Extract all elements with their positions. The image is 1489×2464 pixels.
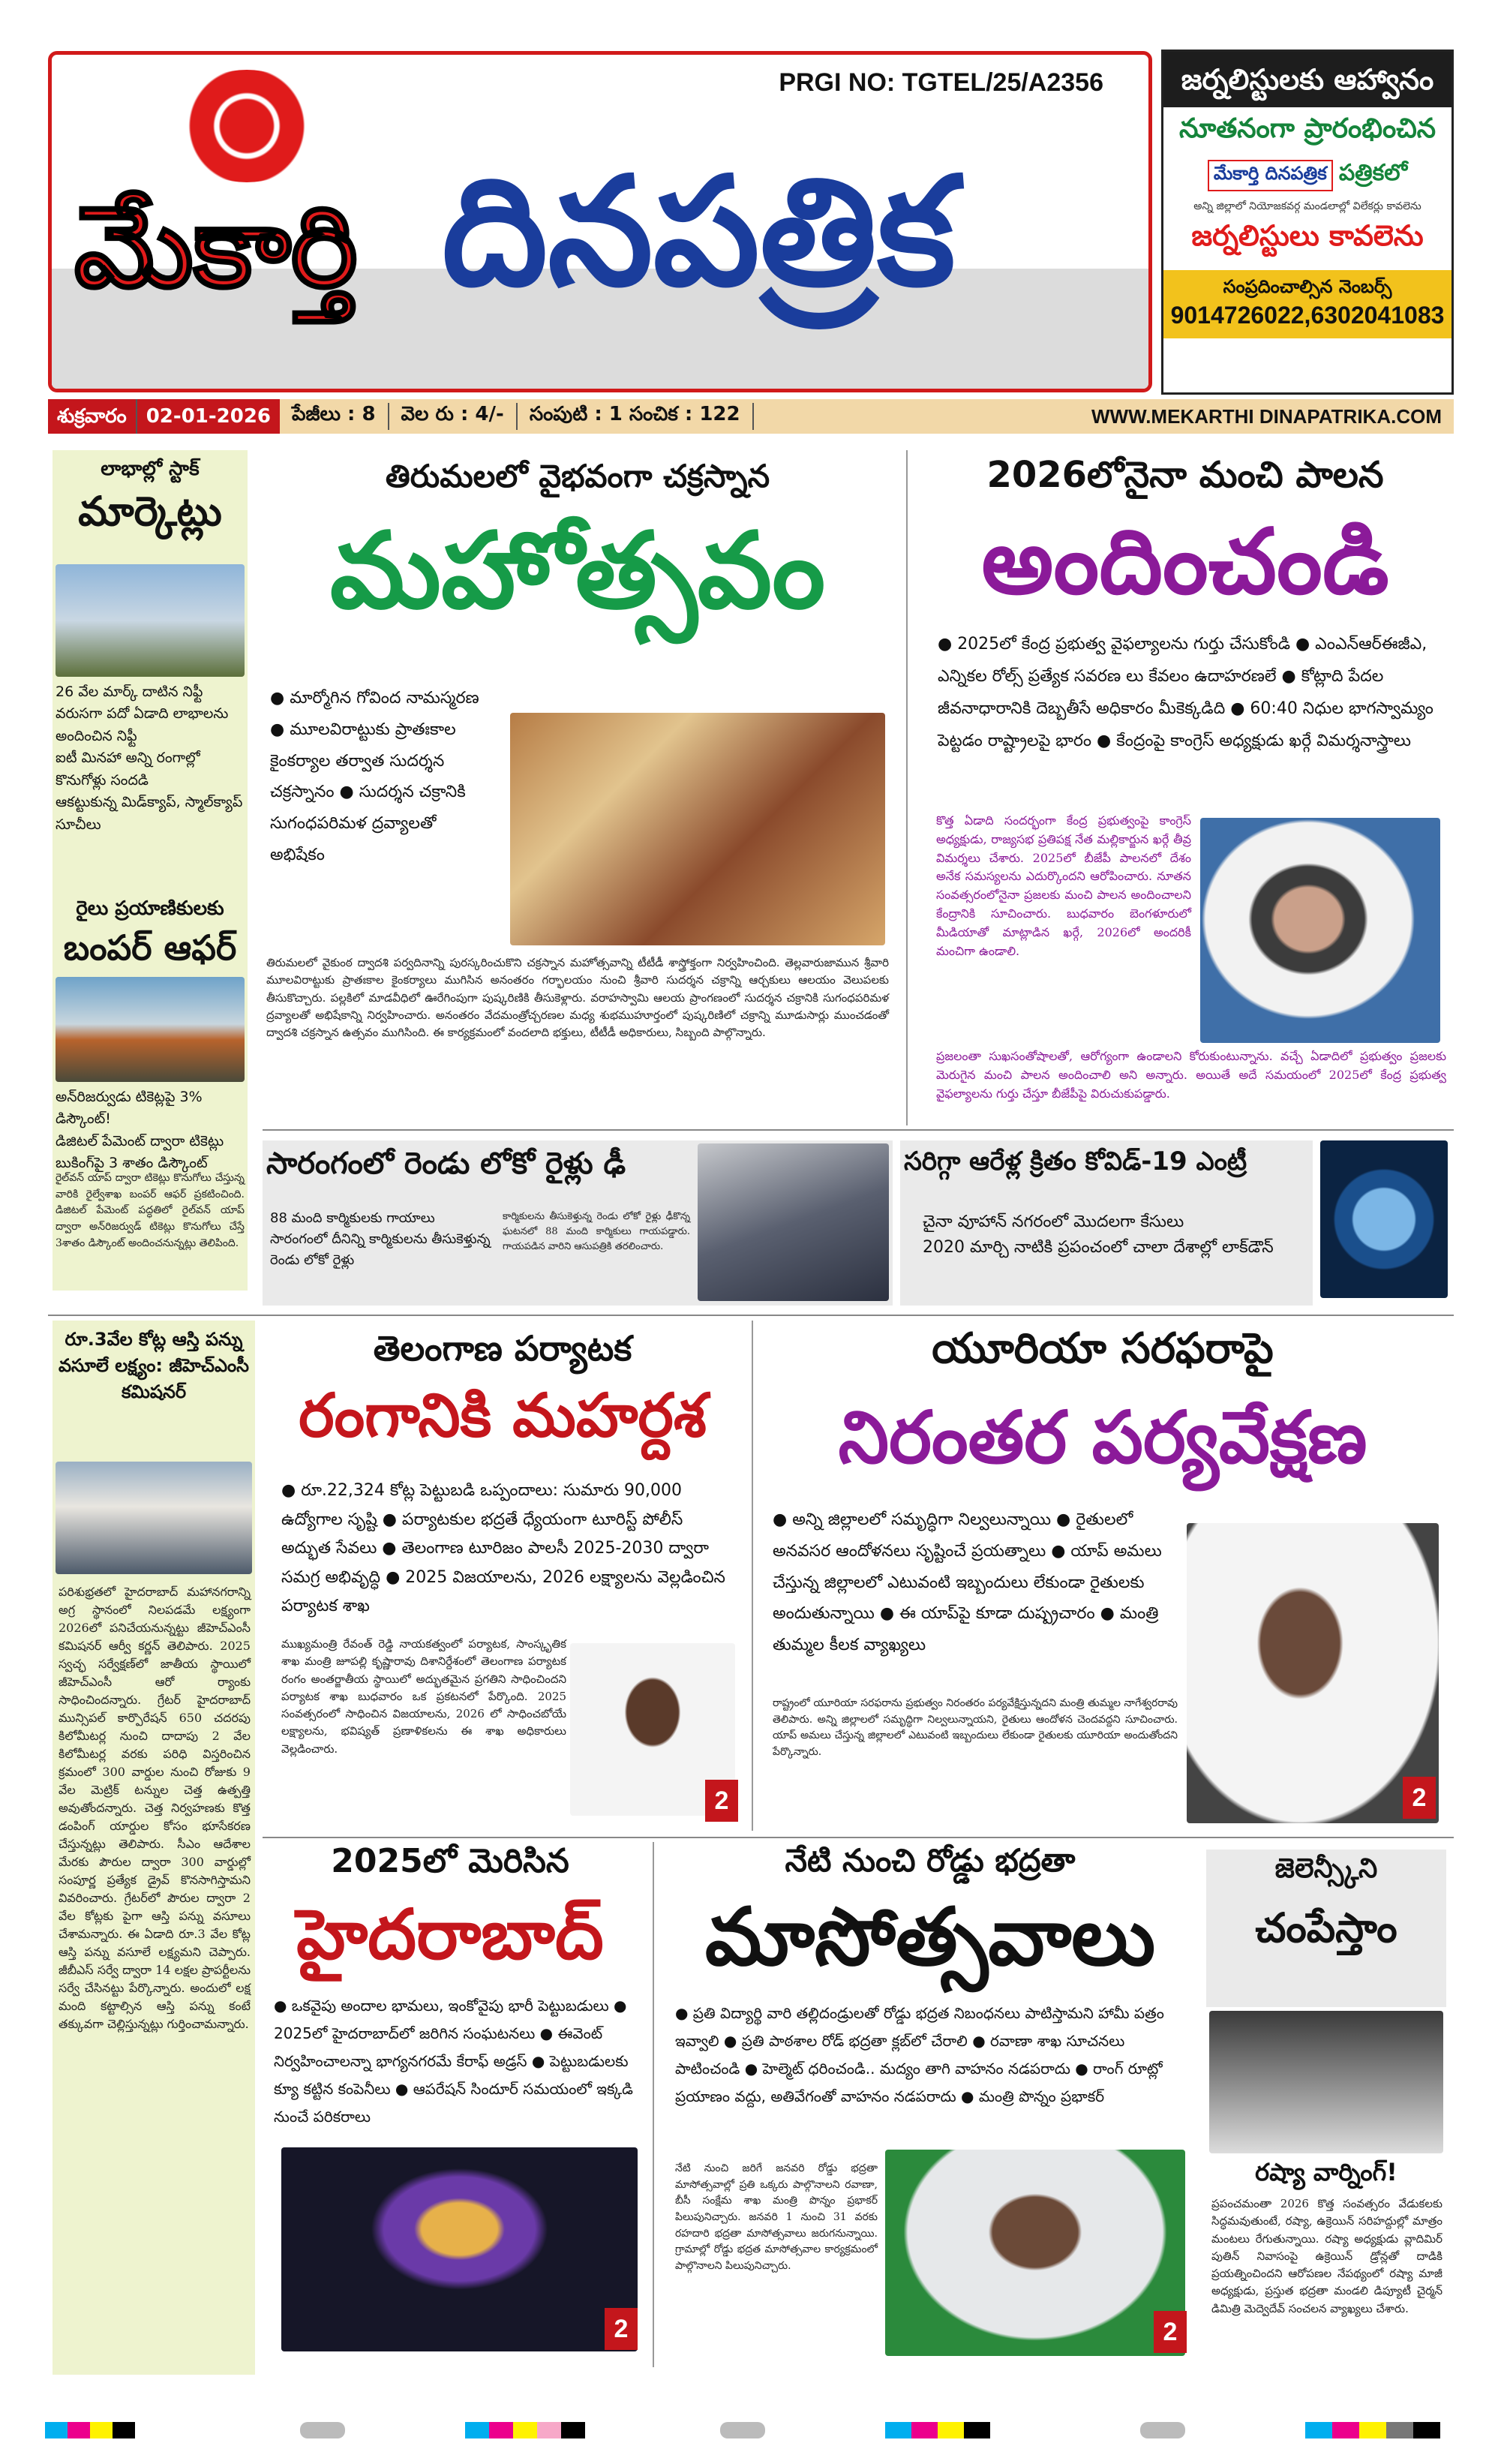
page-badge: 2 — [1403, 1777, 1436, 1819]
zelensky-subheadline: రష్యా వార్నింగ్! — [1255, 2158, 1397, 2186]
sarangam-bullets — [270, 1208, 495, 1271]
rail-kicker: రైలు ప్రయాణికులకు — [76, 897, 224, 920]
zelensky-body: ప్రపంచమంతా 2026 కొత్త సంవత్సరం వేడుకలకు సిద్ధమవుతుంటే, రష్యా, ఉక్రెయిన్ సరిహద్దుల్లో మాత్రం మంటలు రేగుతున్నాయి. రష్యా అధ్యక్షుడు వ్లాదిమిర్ పుతిన్ నివాసంపై ఉక్రెయిన్ డ్రోన్లతో దాడికి ప్రయత్నించిందని ఆరోపణల నేపథ్యంలో రష్యా మాజీ అధ్యక్షుడు, ప్రస్తుత భద్రతా మండలి డిప్యూటీ చైర్మన్ డిమిత్రి మెద్వెదేవ్ సంచలన వ్యాఖ్యలు చేశారు. — [1211, 2197, 1442, 2315]
drone-attack-photo — [1209, 2011, 1443, 2153]
zelensky-kicker: జెలెన్స్కీని — [1274, 1853, 1378, 1884]
market-kicker: లాభాల్లో స్టాక్ — [101, 458, 200, 480]
market-bullet: ఆకట్టుకున్న మిడ్‌క్యాప్, స్మాల్‌క్యాప్ సూచీలు — [56, 794, 243, 833]
column-divider — [906, 450, 908, 1125]
cmyk-swatch — [45, 2422, 135, 2438]
cmyk-swatch — [720, 2422, 765, 2438]
rail-headline: బంపర్ ఆఫర్ — [63, 927, 237, 968]
market-bullet: వరుసగా పదో ఏడాది లాభాలను అందించిన నిఫ్టీ — [56, 705, 229, 744]
dateline-price: వెల రు : 4/- — [389, 403, 518, 430]
page-badge: 2 — [1154, 2311, 1187, 2353]
hyd-kicker: 2025లో మెరిసిన — [331, 1842, 569, 1880]
market-bullets — [56, 681, 245, 836]
page-badge: 2 — [605, 2308, 638, 2350]
tirumala-headline: మహోత్సవం — [329, 510, 826, 633]
charminar-photo — [281, 2147, 638, 2351]
section-divider — [263, 1837, 1454, 1838]
logo-dinapatrika: దినపత్రిక — [442, 145, 956, 320]
ponnam-photo — [885, 2150, 1185, 2356]
cmyk-swatch — [465, 2422, 585, 2438]
kharge-body-1: కొత్త ఏడాది సందర్భంగా కేంద్ర ప్రభుత్వంపై కాంగ్రెస్ అధ్యక్షుడు, రాజ్యసభ ప్రతిపక్ష నేత మల్లికార్జున ఖర్గే తీవ్ర విమర్శలు చేశారు. 2025లో బీజేపీ పాలనలో దేశం అనేక సమస్యలను ఎదుర్కొందని ఆరోపించారు. నూతన సంవత్సరంలోనైనా ప్రజలకు మంచి పాలన అందించాలని కేంద్రానికి సూచించారు. బుధవారం బెంగళూరులో మీడియాతో మాట్లాడిన ఖర్గే, 2026లో అందరికీ మంచిగా ఉండాలి. — [936, 813, 1191, 958]
tirumala-kicker: తిరుమలలో వైభవంగా చక్రస్నాన — [385, 458, 770, 494]
stock-exchange-photo — [56, 564, 245, 677]
tirumala-body: తిరుమలలో వైకుంఠ ద్వాదశి పర్వదినాన్ని పురస్కరించుకొని చక్రస్నాన మహోత్సవాన్ని టీటీడీ శాస్త్రోక్తంగా నిర్వహించింది. తెల్లవారుజామున శ్రీవారి మూలవిరాట్టుకు ప్రాతఃకాల కైంకర్యాలు ముగిసిన అనంతరం గర్భాలయం నుంచి శ్రీవారి సుదర్శన చక్రాన్ని ఆర్చకులు ఆలయం వెలుపలకు తీసుకొచ్చారు. పల్లకిలో మాడవీధిలో ఊరేగింపుగా పుష్కరిణికి తీసుకెళ్లారు. వరాహస్వామి ఆలయ ప్రాంగణంలో సుదర్శన చక్రానికి సుగంధపరిమళ ద్రవ్యాలతో అభిషేకాన్ని నిర్వహించారు. అనంతరం వేదమంత్రోచ్చరణల మధ్య శుభముహూర్తంలో పుష్కరిణిలో చక్రాన్ని మూడుసార్లు ముంచడంతో ద్వాదశి చక్రస్నాన ఉత్సవం ముగిసింది. ఈ కార్యక్రమంలో వందలాది భక్తులు, టీటీడీ అధికారులు, సిబ్బంది పాల్గొన్నారు. — [266, 956, 889, 1039]
cmyk-swatch — [1140, 2422, 1185, 2438]
sarangam-photo — [698, 1143, 889, 1301]
ghmc-body: పరిశుభ్రతలో హైదరాబాద్ మహానగరాన్ని అగ్ర స్థానంలో నిలపడమే లక్ష్యంగా 2026లో పనిచేయనున్నట్టు జీహెచ్ఎంసీ కమిషనర్ ఆర్వీ కర్ణన్ తెలిపారు. 2025 స్వచ్ఛ సర్వేక్షణ్‌లో జాతీయ స్థాయిలో జీహెచ్ఎంసీ ఆరో ర్యాంకు సాధించిందన్నారు. గ్రేటర్ హైదరాబాద్ మున్సిపల్ కార్పొరేషన్ 650 చదరపు కిలోమీటర్ల నుంచి దాదాపు 2 వేల కిలోమీటర్ల వరకు పరిధి విస్తరించిన క్రమంలో 300 వార్డుల నుంచి రోజుకు 9 వేల మెట్రిక్ టన్నుల చెత్త ఉత్పత్తి అవుతోందన్నారు. చెత్త నిర్వహణకు కొత్త డంపింగ్ యార్డుల కోసం భూసేకరణ చేస్తున్నట్లు తెలిపారు. సీఎం ఆదేశాల మేరకు పౌరుల ద్వారా 300 వార్డుల్లో సంపూర్ణ ప్రత్యేక డ్రైవ్ కొనసాగిస్తామని వివరించారు. గ్రేటర్‌లో పౌరుల ద్వారా 2 వేల కోట్లకు పైగా ఆస్తి పన్ను వసూలు చేశామన్నారు. ఈ ఏడాది రూ.3 వేల కోట్ల ఆస్తి పన్ను వసూలే లక్ష్యమని చెప్పారు. జీబీఎస్ సర్వే ద్వారా 14 లక్షల ప్రాపర్టీలను సర్వే చేసినట్టు పేర్కొన్నారు. అందులో లక్ష మంది కట్టాల్సిన ఆస్తి పన్ను కంటే తక్కువగా చెల్లిస్తున్నట్లు గుర్తించామన్నారు. — [59, 1585, 251, 2031]
ghmc-commissioner-photo — [56, 1462, 252, 1574]
ad-journalists-wanted: జర్నలిస్టులు కావలెను — [1191, 219, 1424, 252]
covid-bullets — [923, 1209, 1313, 1261]
masthead — [48, 51, 1152, 392]
dateline-pages: పేజీలు : 8 — [280, 403, 389, 430]
tummala-photo — [1187, 1523, 1439, 1823]
virus-image — [1320, 1140, 1448, 1298]
road-bullets: ● ప్రతి విద్యార్థి వారి తల్లిదండ్రులతో రోడ్డు భద్రత నిబంధనలు పాటిస్తామని హామీ పత్రం ఇవ్వాలి ● ప్రతి పాఠశాల రోడ్ భద్రతా క్లబ్‌లో చేరాలి ● రవాణా శాఖ సూచనలు పాటించండి ● హెల్మెట్ ధరించండి.. మద్యం తాగి వాహనం నడపరాదు ● రాంగ్ రూట్లో ప్రయాణం వద్దు, అతివేగంతో వాహనం నడపరాదు ● మంత్రి పొన్నం ప్రభాకర్ — [675, 2004, 1164, 2105]
urea-kicker: యూరియా సరఫరాపై — [932, 1324, 1274, 1373]
tourism-headline: రంగానికి మహర్దశ — [299, 1381, 707, 1450]
sarangam-bullet: సారంగంలో దీనిన్ని కార్మికులను తీసుకెళ్తున్న రెండు లోకో రైళ్లు — [270, 1230, 491, 1268]
road-headline: మాసోత్సవాలు — [704, 1891, 1156, 1983]
covid-bullet: 2020 మార్చి నాటికి ప్రపంచంలో చాలా దేశాల్లో లాక్‌డౌన్ — [923, 1238, 1274, 1258]
market-bullet: 26 వేల మార్క్ దాటిన నిఫ్టీ — [56, 684, 203, 700]
ad-contact-label: సంప్రదించాల్సిన నెంబర్స్ — [1223, 276, 1392, 297]
sarangam-headline: సారంగంలో రెండు లోకో రైళ్లు ఢీ — [266, 1146, 626, 1181]
train-photo — [56, 977, 245, 1082]
column-divider — [653, 1842, 654, 2367]
ad-contact — [1163, 270, 1451, 338]
dateline-bar — [48, 399, 1454, 434]
section-divider — [263, 1129, 1454, 1131]
urea-bullets: ● అన్ని జిల్లాలలో సమృద్ధిగా నిల్వలున్నాయి ● రైతులలో అనవసర ఆందోళనలు సృష్టించే ప్రయత్నాలు ● యాప్ అమలు చేస్తున్న జిల్లాలలో ఎటువంటి ఇబ్బందులు లేకుండా రైతులకు అందుతున్నాయి ● ఈ యాప్‌పై కూడా దుష్ప్రచారం ● మంత్రి తుమ్మల కీలక వ్యాఖ్యలు — [773, 1510, 1162, 1655]
sarangam-bullet: 88 మంది కార్మికులకు గాయాలు — [270, 1210, 435, 1226]
dateline-website[interactable]: WWW.MEKARTHI DINAPATRIKA.COM — [1091, 404, 1442, 428]
market-bullet: ఐటీ మినహా అన్ని రంగాల్లో కొనుగోళ్లు సందడి — [56, 750, 200, 789]
logo-mekarthi: మేకార్తి — [74, 182, 358, 313]
market-headline: మార్కెట్లు — [78, 488, 222, 535]
road-body: నేటి నుంచి జరిగే జనవరి రోడ్డు భద్రతా మాసోత్సవాల్లో ప్రతి ఒక్కరు పాల్గొనాలని రవాణా, బీసీ సంక్షేమ శాఖ మంత్రి పొన్నం ప్రభాకర్ పిలుపునిచ్చారు. జనవరి 1 నుంచి 31 వరకు రహదారి భద్రతా మాసోత్సవాలు జరుగనున్నాయి. గ్రామాల్లో రోడ్డు భద్రత మాసోత్సవాల కార్యక్రమంలో పాల్గొనాలని పిలుపునిచ్చారు. — [675, 2162, 878, 2273]
journalist-ad — [1161, 50, 1454, 395]
tourism-bullets: ● రూ.22,324 కోట్ల పెట్టుబడి ఒప్పందాలు: సుమారు 90,000 ఉద్యోగాల సృష్టి ● పర్యాటకుల భద్రతే ధ్యేయంగా టూరిస్ట్ పోలీస్ అద్భుత సేవలు ● తెలంగాణ టూరిజం పాలసీ 2025-2030 ద్వారా సమగ్ర అభివృద్ధి ● 2025 విజయాలను, 2026 లక్ష్యాలను వెల్లడించిన పర్యాటక శాఖ — [281, 1481, 725, 1615]
tourism-kicker: తెలంగాణ పర్యాటక — [373, 1328, 632, 1369]
ad-paper-name: మేకార్తి దినపత్రిక — [1208, 160, 1333, 191]
tourism-body: ముఖ్యమంత్రి రేవంత్ రెడ్డి నాయకత్వంలో పర్యాటక, సాంస్కృతిక శాఖ మంత్రి జూపల్లి కృష్ణారావు దిశానిర్దేశంలో తెలంగాణ పర్యాటక రంగం అంతర్జాతీయ స్థాయిలో అద్భుతమైన ప్రగతిని సాధించిందని పర్యాటక శాఖ బుధవారం ఒక ప్రకటనలో పేర్కొంది. 2025 సంవత్సరంలో సాధించిన విజయాలను, 2026 లో సాధించబోయే లక్ష్యాలను, భవిష్యత్ ప్రణాళికలను ఈ శాఖ అధికారులు వెల్లడించారు. — [281, 1637, 566, 1756]
dateline-day: శుక్రవారం — [48, 399, 137, 434]
dateline-date: 02-01-2026 — [137, 399, 280, 434]
ghmc-headline: రూ.3వేల కోట్ల ఆస్తి పన్ను వసూలే లక్ష్యం: జీహెచ్ఎంసీ కమిషనర్ — [58, 1329, 250, 1402]
page-badge: 2 — [705, 1780, 738, 1822]
ad-phone-numbers: 9014726022,6302041083 — [1170, 302, 1445, 329]
urea-headline: నిరంతర పర్యవేక్షణ — [838, 1396, 1367, 1480]
hyd-bullets: ● ఒకవైపు అందాల భామలు, ఇంకోవైపు భారీ పెట్టుబడులు ● 2025లో హైదరాబాద్‌లో జరిగిన సంఘటనలు ● ఈవెంట్ నిర్వహించాలన్నా భాగ్యనగరమే కేరాఫ్ అడ్రస్ ● పెట్టుబడులకు క్యూ కట్టిన కంపెనీలు ● ఆపరేషన్ సిందూర్ సమయంలో ఇక్కడి నుంచే పరికరాలు — [274, 1997, 633, 2126]
rail-bullets — [56, 1086, 245, 1175]
rail-bullet: అన్‌రిజర్వుడు టికెట్లపై 3% డిస్కౌంట్! — [56, 1089, 203, 1128]
dateline-volume: సంపుటి : 1 సంచిక : 122 — [518, 403, 754, 430]
road-kicker: నేటి నుంచి రోడ్డు భద్రతా — [785, 1842, 1076, 1879]
tirumala-photo — [510, 713, 885, 945]
column-divider — [752, 1321, 753, 1831]
tirumala-bullets: ● మార్మోగిన గోవింద నామస్మరణ ● మూలవిరాట్టుకు ప్రాతఃకాల కైంకర్యాల తర్వాత సుదర్శన చక్రస్నానం ● సుదర్శన చక్రానికి సుగంధపరిమళ ద్రవ్యాలతో అభిషేకం — [270, 689, 479, 864]
covid-headline: సరిగ్గా ఆరేళ్ల క్రితం కోవిడ్-19 ఎంట్రీ — [904, 1146, 1247, 1176]
ad-paper-suffix: పత్రికలో — [1338, 160, 1408, 186]
kharge-bullets: ● 2025లో కేంద్ర ప్రభుత్వ వైఫల్యాలను గుర్తు చేసుకోండి ● ఎంఎన్ఆర్ఈజీఎ, ఎన్నికల రోల్స్ ప్రత్యేక సవరణ లు కేవలం ఉదాహరణలే ● కోట్లాది పేదల జీవనాధారానికి దెబ్బతీసే అధికారం మీకెక్కడిది ● 60:40 నిధుల భాగస్వామ్యం పెట్టడం రాష్ట్రాలపై భారం ● కేంద్రంపై కాంగ్రెస్ అధ్యక్షుడు ఖర్గే విమర్శనాస్త్రాలు — [938, 635, 1433, 750]
kharge-body-2: ప్రజలంతా సుఖసంతోషాలతో, ఆరోగ్యంగా ఉండాలని కోరుకుంటున్నాను. వచ్చే ఏడాదిలో ప్రభుత్వం ప్రజలకు మెరుగైన మంచి పాలన అందించాలి అని అన్నారు. అయితే అదే సమయంలో 2025లో కేంద్ర ప్రభుత్వ వైఫల్యాలను గుర్తు చేస్తూ బీజేపీపై విరుచుకుపడ్డారు. — [936, 1049, 1446, 1101]
kharge-photo — [1200, 818, 1440, 1043]
ad-small-text: అన్ని జిల్లాలో నియోజకవర్గ మండలాల్లో విలేకర్లు కావలెను — [1193, 200, 1421, 212]
urea-body: రాష్ట్రంలో యూరియా సరఫరాను ప్రభుత్వం నిరంతరం పర్యవేక్షిస్తున్నదని మంత్రి తుమ్మల నాగేశ్వరరావు తెలిపారు. అన్ని జిల్లాలలో సమృద్ధిగా నిల్వలున్నాయని, రైతులు ఆందోళన చెందవద్దని సూచించారు. యాప్ అమలు చేస్తున్న జిల్లాలలో ఎటువంటి ఇబ్బందులు లేకుండా రైతులకు యూరియా అందుతోందని పేర్కొన్నారు. — [773, 1697, 1178, 1759]
zelensky-headline: చంపేస్తాం — [1255, 1904, 1397, 1952]
rail-body: రైల్‌వన్ యాప్ ద్వారా టికెట్లు కొనుగోలు చేస్తున్న వారికి రైల్వేశాఖ బంపర్ ఆఫర్ ప్రకటించింది. డిజిటల్ పేమెంట్ పద్ధతిలో రైల్‌వన్ యాప్ ద్వారా అన్‌రిజర్వుడ్ టికెట్లు కొనుగోలు చేస్తే 3శాతం డిస్కౌంట్ అందించనున్నట్లు తెలిపింది. — [56, 1172, 245, 1249]
hyd-headline: హైదరాబాద్ — [296, 1895, 604, 1975]
kharge-headline: అందించండి — [981, 510, 1389, 614]
fist-pen-logo-icon — [172, 70, 322, 182]
ad-heading: జర్నలిస్టులకు ఆహ్వానం — [1163, 52, 1451, 107]
covid-bullet: చైనా వూహాన్ నగరంలో మొదలగా కేసులు — [923, 1212, 1184, 1231]
section-divider — [48, 1315, 1454, 1316]
cmyk-swatch — [1305, 2422, 1440, 2438]
cmyk-swatch — [300, 2422, 345, 2438]
sarangam-body: కార్మికులను తీసుకెళ్తున్న రెండు లోకో రైళ్లు ఢీకొన్న ఘటనలో 88 మంది కార్మికులు గాయపడ్డారు. గాయపడిన వారిని ఆసుపత్రికి తరలించారు. — [503, 1211, 690, 1253]
rail-bullet: డిజిటల్ పేమెంట్ ద్వారా టికెట్లు బుకింగ్‌పై 3 శాతం డిస్కౌంట్ — [56, 1132, 224, 1172]
prgi-number: PRGI NO: TGTEL/25/A2356 — [779, 68, 1103, 97]
kharge-kicker: 2026లోనైనా మంచి పాలన — [986, 454, 1384, 496]
cmyk-swatch — [885, 2422, 990, 2438]
ad-subheading: నూతనంగా ప్రారంభించిన — [1178, 113, 1436, 144]
